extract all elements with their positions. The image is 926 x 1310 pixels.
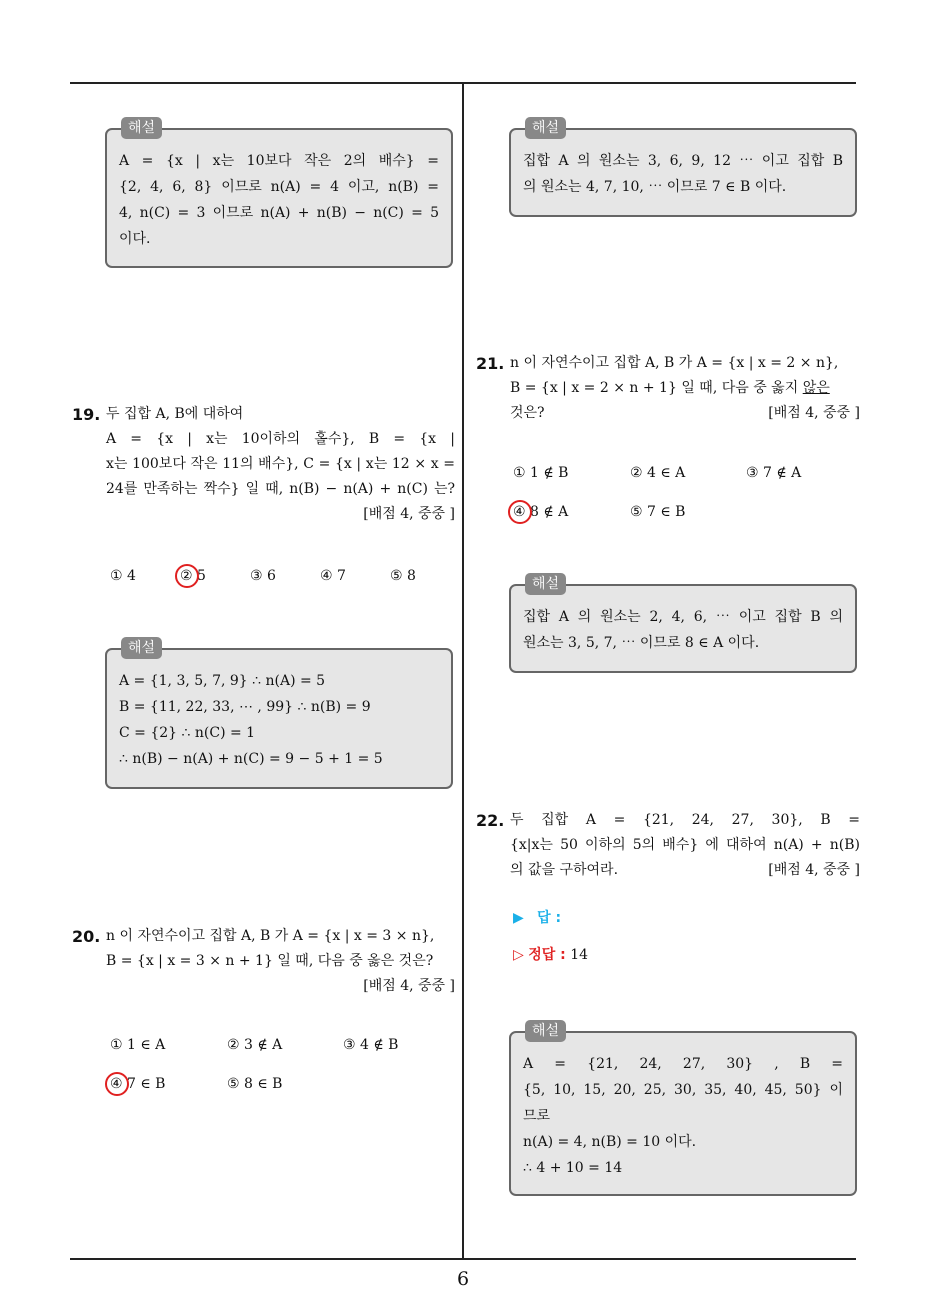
play-triangle-icon: ▶	[513, 910, 524, 926]
solution-tag: 해설	[525, 573, 566, 595]
solution-tag: 해설	[525, 1020, 566, 1042]
solution-line: {2, 4, 6, 8} 이므로 n(A) = 4 이고, n(B) =	[119, 179, 439, 195]
solution-tag: 해설	[121, 117, 162, 139]
question-line: x는 100보다 작은 11의 배수}, C = {x | x는 12 × x =	[106, 456, 455, 472]
question-20	[72, 924, 455, 999]
solution-line: B = {11, 22, 33, ⋯ , 99} ∴ n(B) = 9	[119, 699, 371, 715]
choice-label: ④ 8 ∉ A	[513, 504, 569, 520]
solution-line: 므로	[523, 1108, 551, 1124]
choice-3[interactable]: ③ 4 ∉ B	[343, 1037, 399, 1053]
question-number: 22.	[476, 811, 505, 830]
answer-circle-mark	[105, 1072, 129, 1096]
solution-line: 집합 A 의 원소는 3, 6, 9, 12 ⋯ 이고 집합 B	[523, 153, 843, 169]
choice-5[interactable]: ⑤ 8 ∈ B	[227, 1076, 283, 1092]
solution-line: 4, n(C) = 3 이므로 n(A) + n(B) − n(C) = 5	[119, 205, 439, 221]
question-meta: [배점 4, 중중 ]	[768, 405, 860, 421]
answer-row	[513, 907, 561, 927]
correct-answer-value: 14	[570, 947, 589, 963]
choice-1[interactable]: ① 1 ∈ A	[110, 1037, 166, 1053]
choice-3[interactable]: ③ 7 ∉ A	[746, 465, 802, 481]
question-number: 21.	[476, 354, 505, 373]
solution-line: n(A) = 4, n(B) = 10 이다.	[523, 1134, 697, 1150]
choice-4[interactable]: ④ 7	[320, 568, 346, 584]
question-meta: [배점 4, 중중 ]	[363, 506, 455, 522]
question-line: 24를 만족하는 짝수} 일 때, n(B) − n(A) + n(C) 는?	[106, 481, 455, 497]
solution-box-22	[509, 1023, 857, 1196]
answer-circle-mark	[508, 500, 532, 524]
question-line: 두 집합 A, B에 대하여	[106, 406, 244, 422]
solution-line: 이다.	[119, 231, 151, 247]
choice-2[interactable]	[180, 568, 206, 584]
solution-line: 원소는 3, 5, 7, ⋯ 이므로 8 ∈ A 이다.	[523, 635, 760, 651]
choice-4[interactable]	[110, 1076, 165, 1092]
solution-line: {5, 10, 15, 20, 25, 30, 35, 40, 45, 50} 이	[523, 1082, 843, 1098]
solution-box-20	[509, 120, 857, 217]
correct-answer-row	[513, 944, 588, 964]
choice-1[interactable]: ① 4	[110, 568, 136, 584]
solution-box-18	[105, 120, 453, 268]
choice-label: ④ 7 ∈ B	[110, 1076, 166, 1092]
outline-triangle-icon: ▷	[513, 947, 524, 963]
correct-answer-label: 정답 :	[528, 947, 566, 963]
question-line: n 이 자연수이고 집합 A, B 가 A = {x | x = 2 × n},	[510, 355, 839, 371]
question-22	[476, 808, 860, 883]
choice-5[interactable]: ⑤ 8	[390, 568, 416, 584]
solution-tag: 해설	[121, 637, 162, 659]
question-number: 20.	[72, 927, 101, 946]
choice-5[interactable]: ⑤ 7 ∈ B	[630, 504, 686, 520]
question-meta: [배점 4, 중중 ]	[363, 978, 455, 994]
question-line: 것은?	[510, 405, 545, 421]
question-21	[476, 351, 860, 426]
bottom-rule	[70, 1258, 856, 1260]
solution-tag: 해설	[525, 117, 566, 139]
choice-4[interactable]	[513, 504, 568, 520]
page-number: 6	[456, 1268, 470, 1290]
solution-box-21	[509, 576, 857, 673]
choice-2[interactable]: ② 3 ∉ A	[227, 1037, 283, 1053]
underlined-word: 않은	[802, 380, 830, 396]
question-meta: [배점 4, 중중 ]	[768, 862, 860, 878]
solution-line: A = {x | x는 10보다 작은 2의 배수} =	[119, 153, 439, 169]
answer-circle-mark	[175, 564, 199, 588]
solution-line: A = {21, 24, 27, 30} , B =	[523, 1056, 843, 1072]
question-number: 19.	[72, 405, 101, 424]
choice-2[interactable]: ② 4 ∈ A	[630, 465, 686, 481]
solution-line: A = {1, 3, 5, 7, 9} ∴ n(A) = 5	[119, 673, 326, 689]
solution-line: 집합 A 의 원소는 2, 4, 6, ⋯ 이고 집합 B 의	[523, 609, 843, 625]
question-19	[72, 402, 455, 527]
question-line: n 이 자연수이고 집합 A, B 가 A = {x | x = 3 × n},	[106, 928, 435, 944]
answer-label: 답 :	[537, 910, 562, 926]
question-line: {x|x는 50 이하의 5의 배수} 에 대하여 n(A) + n(B)	[510, 837, 860, 853]
choice-1[interactable]: ① 1 ∉ B	[513, 465, 569, 481]
solution-line: 의 원소는 4, 7, 10, ⋯ 이므로 7 ∈ B 이다.	[523, 179, 787, 195]
question-line: A = {x | x는 10이하의 홀수}, B = {x |	[106, 431, 455, 447]
choice-label: ② 5	[180, 568, 206, 584]
solution-box-19	[105, 640, 453, 789]
question-line: B = {x | x = 3 × n + 1} 일 때, 다음 중 옳은 것은?	[106, 953, 434, 969]
question-line: B = {x | x = 2 × n + 1} 일 때, 다음 중 옳지	[510, 380, 803, 396]
solution-line: C = {2} ∴ n(C) = 1	[119, 725, 256, 741]
solution-line: ∴ n(B) − n(A) + n(C) = 9 − 5 + 1 = 5	[119, 751, 383, 767]
column-divider	[462, 83, 464, 1258]
solution-line: ∴ 4 + 10 = 14	[523, 1160, 623, 1176]
choice-3[interactable]: ③ 6	[250, 568, 276, 584]
question-line: 의 값을 구하여라.	[510, 862, 619, 878]
question-line: 두 집합 A = {21, 24, 27, 30}, B =	[510, 812, 860, 828]
